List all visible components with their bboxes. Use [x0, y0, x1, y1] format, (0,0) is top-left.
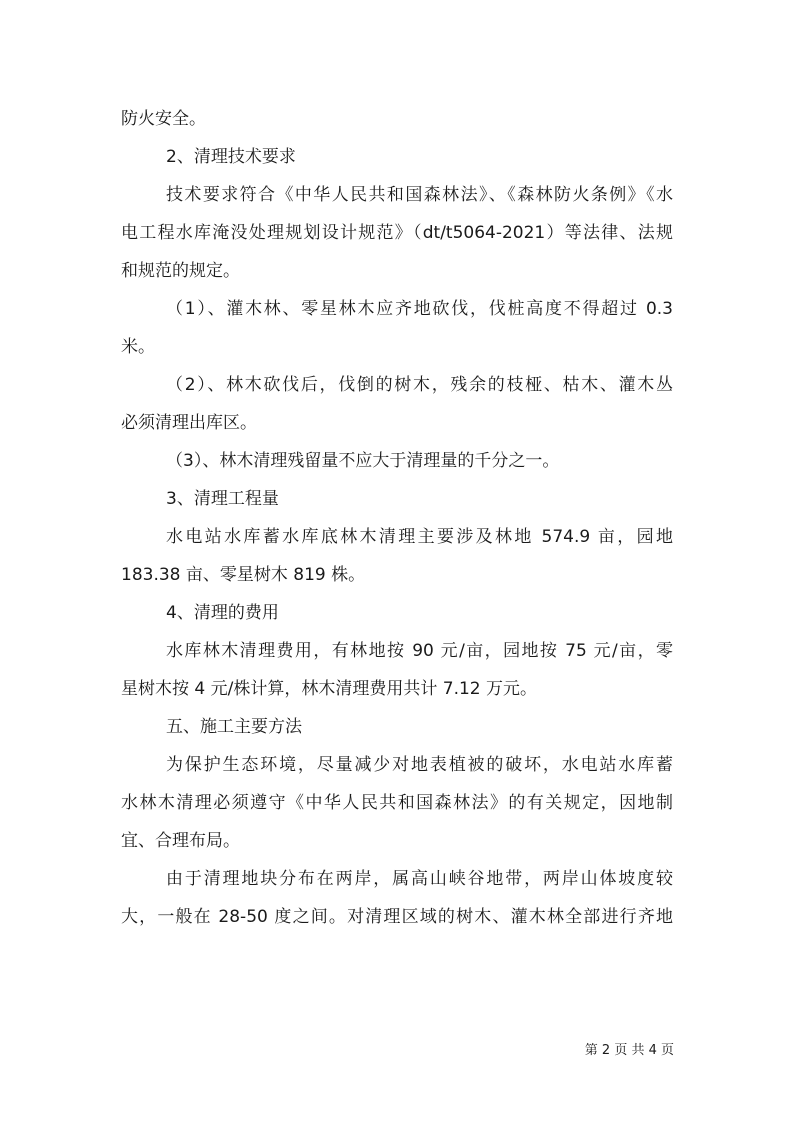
text-line: 米。	[121, 337, 155, 357]
text-line: 电工程水库淹没处理规划设计规范》（dt/t5064-2021）等法律、法规	[121, 223, 673, 243]
text-line: （3）、林木清理残留量不应大于清理量的千分之一。	[166, 451, 560, 471]
text-line: 星树木按 4 元/株计算，林木清理费用共计 7.12 万元。	[121, 679, 538, 699]
text-line: 大，一般在 28-50 度之间。对清理区域的树木、灌木林全部进行齐地	[121, 907, 673, 927]
text-line: 宜、合理布局。	[121, 831, 240, 851]
text-line: 2、清理技术要求	[166, 147, 296, 167]
text-line: 必须清理出库区。	[121, 413, 257, 433]
text-line: 水电站水库蓄水库底林木清理主要涉及林地 574.9 亩，园地	[166, 527, 673, 547]
text-line: 4、清理的费用	[166, 603, 279, 623]
text-line: 由于清理地块分布在两岸，属高山峡谷地带，两岸山体坡度较	[166, 869, 673, 889]
document-body	[121, 100, 673, 936]
text-line: 水库林木清理费用，有林地按 90 元/亩，园地按 75 元/亩，零	[166, 641, 673, 661]
text-line: 183.38 亩、零星树木 819 株。	[121, 565, 366, 585]
text-line: 为保护生态环境，尽量减少对地表植被的破坏，水电站水库蓄	[166, 755, 673, 775]
text-line: 防火安全。	[121, 109, 206, 129]
page-footer	[0, 1039, 794, 1063]
text-line: （2）、林木砍伐后，伐倒的树木，残余的枝桠、枯木、灌木丛	[166, 375, 673, 395]
text-line: 和规范的规定。	[121, 261, 240, 281]
text-line: 技术要求符合《中华人民共和国森林法》、《森林防火条例》《水	[166, 185, 673, 205]
text-line: 五、施工主要方法	[166, 717, 302, 737]
text-line: 3、清理工程量	[166, 489, 279, 509]
text-line: （1）、灌木林、零星林木应齐地砍伐，伐桩高度不得超过 0.3	[166, 299, 673, 319]
page-number: 第 2 页 共 4 页	[584, 1043, 674, 1058]
text-line: 水林木清理必须遵守《中华人民共和国森林法》的有关规定，因地制	[121, 793, 673, 813]
